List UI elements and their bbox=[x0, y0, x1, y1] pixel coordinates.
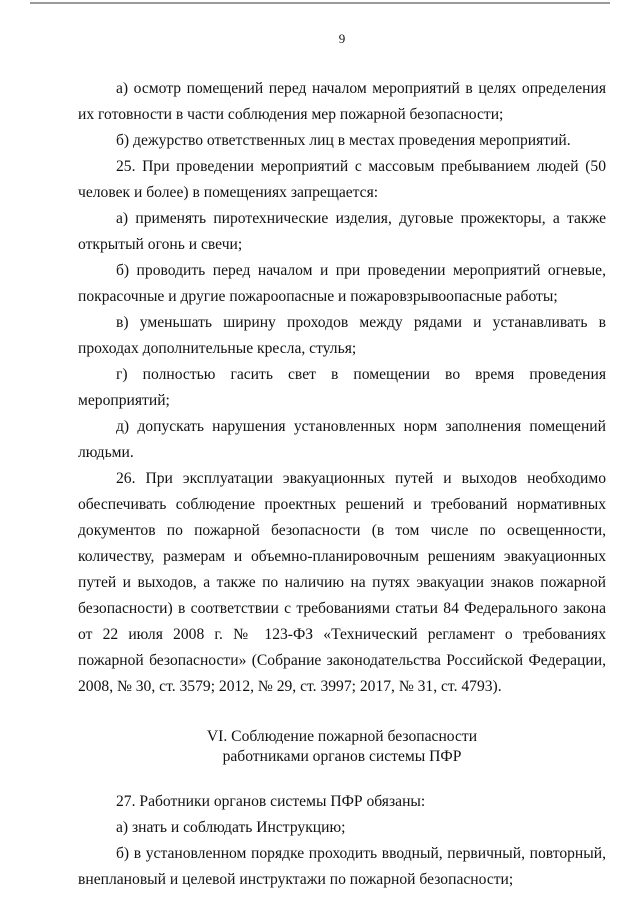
paragraph-25d: д) допускать нарушения установленных норм заполнения помещений людьми. bbox=[78, 418, 606, 461]
paragraph-27a: а) знать и соблюдать Инструкцию; bbox=[116, 819, 346, 836]
document-body bbox=[78, 76, 606, 893]
page-number: 9 bbox=[338, 31, 346, 46]
paragraph-25v: в) уменьшать ширину проходов между рядами и устанавливать в проходах дополнительные кресла, стулья; bbox=[78, 314, 606, 357]
scan-top-edge bbox=[30, 2, 610, 4]
section-heading-line1: VI. Соблюдение пожарной безопасности bbox=[206, 728, 478, 745]
section-heading-line2: работниками органов системы ПФР bbox=[222, 748, 462, 765]
paragraph-25: 25. При проведении мероприятий с массовым пребыванием людей (50 человек и более) в помещениях запрещается: bbox=[78, 158, 606, 201]
paragraph-25b: б) проводить перед началом и при проведении мероприятий огневые, покрасочные и другие пожароопасные и пожаровзрывоопасные работы; bbox=[78, 262, 606, 305]
paragraph-27: 27. Работники органов системы ПФР обязаны: bbox=[116, 793, 426, 810]
paragraph-27b: б) в установленном порядке проходить вводный, первичный, повторный, внеплановый и целевой инструктажи по пожарной безопасности; bbox=[78, 845, 606, 888]
paragraph-24b: б) дежурство ответственных лиц в местах проведения мероприятий. bbox=[116, 132, 571, 149]
section-heading bbox=[78, 727, 606, 767]
paragraph-24a: а) осмотр помещений перед началом мероприятий в целях определения их готовности в части соблюдения мер пожарной безопасности; bbox=[78, 80, 606, 123]
paragraph-25g: г) полностью гасить свет в помещении во время проведения мероприятий; bbox=[78, 366, 606, 409]
paragraph-26: 26. При эксплуатации эвакуационных путей и выходов необходимо обеспечивать соблюдение проектных решений и требований нормативных документов по пожарной безопасности (в том числе по освещенности, количеству, размерам и объемно-планировочным решениям эвакуационных путей и выходов, а также по наличию на путях эвакуации знаков пожарной безопасности) в соответствии с требованиями статьи 84 Федерального закона от 22 июля 2008 г. № 123-ФЗ «Технический регламент о требованиях пожарной безопасности» (Собрание законодательства Российской Федерации, 2008, № 30, ст. 3579; 2012, № 29, ст. 3997; 2017, № 31, ст. 4793). bbox=[78, 470, 606, 695]
paragraph-25a: а) применять пиротехнические изделия, дуговые прожекторы, а также открытый огонь и свечи; bbox=[78, 210, 606, 253]
